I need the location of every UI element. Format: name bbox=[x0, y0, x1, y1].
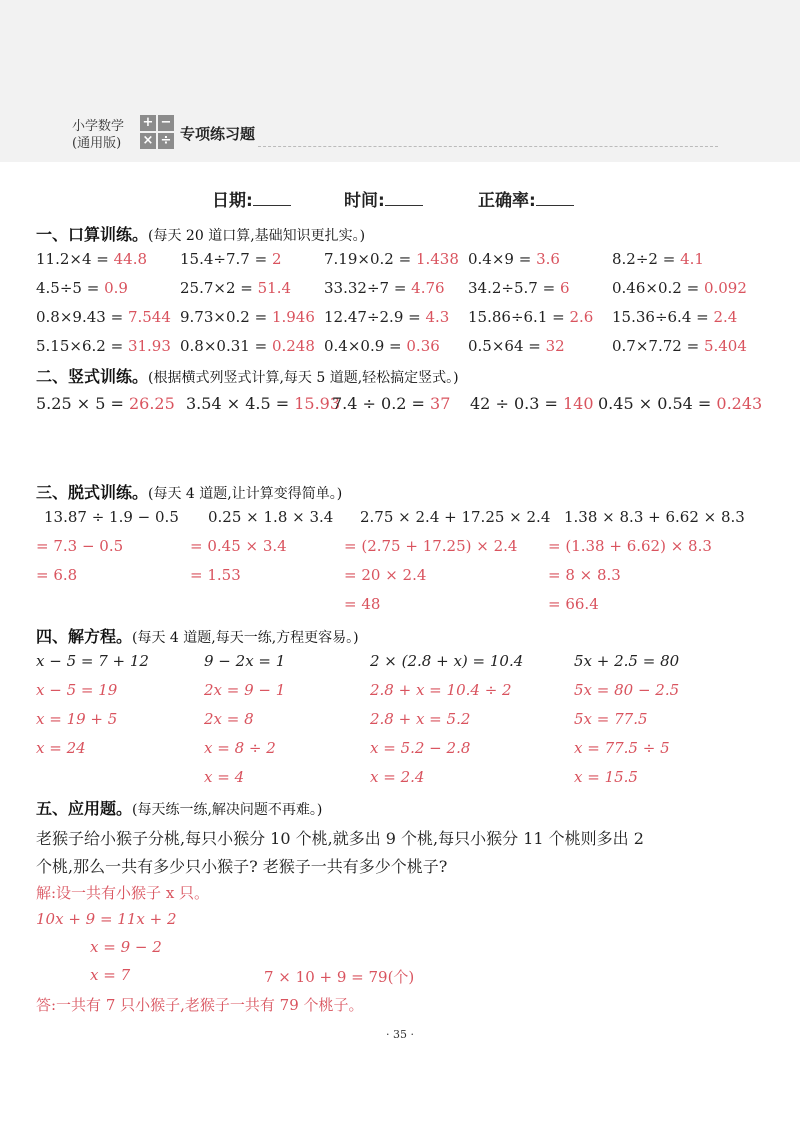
oral-calc-item: 8.2÷2 = 4.1 bbox=[612, 250, 704, 268]
word-problem-line: 个桃,那么一共有多少只小猴子? 老猴子一共有多少个桃子? bbox=[36, 857, 448, 876]
plus-icon: + bbox=[140, 115, 156, 131]
equation-step: x − 5 = 19 bbox=[36, 681, 118, 699]
stepwise-step: = 66.4 bbox=[548, 595, 599, 613]
answer: 0.248 bbox=[271, 337, 315, 355]
answer: 7.544 bbox=[127, 308, 171, 326]
equation-step: 5x = 77.5 bbox=[574, 710, 648, 728]
section-5-heading bbox=[36, 796, 322, 819]
stepwise-problem: 1.38 × 8.3 + 6.62 × 8.3 bbox=[564, 508, 745, 526]
section-2-note: (根据横式列竖式计算,每天 5 道题,轻松搞定竖式。) bbox=[148, 370, 459, 386]
solution-setup: 解:设一共有小猴子 x 只。 bbox=[36, 884, 210, 902]
oral-calc-item: 0.46×0.2 = 0.092 bbox=[612, 279, 747, 297]
oral-calc-item: 7.19×0.2 = 1.438 bbox=[324, 250, 459, 268]
section-1-note: (每天 20 道口算,基础知识更扎实。) bbox=[148, 228, 366, 244]
answer: 6 bbox=[559, 279, 570, 297]
equation-step: x = 19 + 5 bbox=[36, 710, 118, 728]
vertical-item: 7.4 ÷ 0.2 = 37 bbox=[332, 394, 451, 413]
equation-step: 5x = 80 − 2.5 bbox=[574, 681, 680, 699]
answer: 5.404 bbox=[703, 337, 747, 355]
answer: 51.4 bbox=[257, 279, 292, 297]
date-field bbox=[212, 186, 291, 211]
time-blank bbox=[385, 191, 423, 206]
operator-icons bbox=[140, 115, 174, 149]
equation-step: 2.8 + x = 5.2 bbox=[370, 710, 471, 728]
equation-step: x = 24 bbox=[36, 739, 86, 757]
section-1-heading bbox=[36, 222, 365, 245]
vertical-item: 5.25 × 5 = 26.25 bbox=[36, 394, 175, 413]
answer: 2.4 bbox=[713, 308, 738, 326]
stepwise-step: = 1.53 bbox=[190, 566, 241, 584]
answer: 0.092 bbox=[703, 279, 747, 297]
stepwise-step: = (2.75 + 17.25) × 2.4 bbox=[344, 537, 518, 555]
stepwise-problem: 0.25 × 1.8 × 3.4 bbox=[208, 508, 334, 526]
oral-calc-item: 25.7×2 = 51.4 bbox=[180, 279, 292, 297]
section-2-heading bbox=[36, 364, 459, 387]
oral-calc-item: 0.5×64 = 32 bbox=[468, 337, 565, 355]
stepwise-step: = 48 bbox=[344, 595, 381, 613]
book-title: 小学数学 bbox=[72, 119, 125, 134]
word-problem-line: 老猴子给小猴子分桃,每只小猴分 10 个桃,就多出 9 个桃,每只小猴分 11 个桃则多出 2 bbox=[36, 829, 644, 848]
answer: 2 bbox=[271, 250, 282, 268]
time-label: 时间: bbox=[344, 191, 385, 211]
equation: 9 − 2x = 1 bbox=[204, 652, 286, 670]
accuracy-label: 正确率: bbox=[478, 191, 536, 211]
answer: 3.6 bbox=[536, 250, 560, 268]
oral-calc-item: 5.15×6.2 = 31.93 bbox=[36, 337, 171, 355]
oral-calc-item: 4.5÷5 = 0.9 bbox=[36, 279, 128, 297]
answer: 1.946 bbox=[271, 308, 315, 326]
page-title: 专项练习题 bbox=[180, 125, 256, 143]
stepwise-step: = 8 × 8.3 bbox=[548, 566, 621, 584]
section-3-note: (每天 4 道题,让计算变得简单。) bbox=[148, 486, 343, 502]
equation-step: x = 2.4 bbox=[370, 768, 425, 786]
answer: 32 bbox=[545, 337, 565, 355]
solution-answer: 答:一共有 7 只小猴子,老猴子一共有 79 个桃子。 bbox=[36, 996, 364, 1014]
equation-step: 2x = 9 − 1 bbox=[204, 681, 286, 699]
vertical-item: 42 ÷ 0.3 = 140 bbox=[470, 394, 594, 413]
stepwise-step: = 0.45 × 3.4 bbox=[190, 537, 287, 555]
equation-step: x = 77.5 ÷ 5 bbox=[574, 739, 670, 757]
answer: 4.3 bbox=[425, 308, 450, 326]
solution-step: x = 7 bbox=[90, 966, 131, 984]
answer: 4.76 bbox=[411, 279, 445, 297]
accuracy-blank bbox=[536, 191, 574, 206]
stepwise-step: = 20 × 2.4 bbox=[344, 566, 427, 584]
answer: 0.36 bbox=[406, 337, 440, 355]
equation-step: x = 4 bbox=[204, 768, 245, 786]
answer: 44.8 bbox=[113, 250, 148, 268]
section-3-heading bbox=[36, 480, 342, 503]
stepwise-step: = 6.8 bbox=[36, 566, 78, 584]
stepwise-problem: 2.75 × 2.4 + 17.25 × 2.4 bbox=[360, 508, 551, 526]
section-2-title: 二、竖式训练。 bbox=[36, 367, 149, 386]
solution-equation: 10x + 9 = 11x + 2 bbox=[36, 910, 177, 928]
oral-calc-item: 15.4÷7.7 = 2 bbox=[180, 250, 282, 268]
oral-calc-item: 11.2×4 = 44.8 bbox=[36, 250, 148, 268]
section-3-title: 三、脱式训练。 bbox=[36, 483, 149, 502]
answer: 0.9 bbox=[104, 279, 128, 297]
stepwise-problem: 13.87 ÷ 1.9 − 0.5 bbox=[44, 508, 179, 526]
page-number: · 35 · bbox=[386, 1028, 414, 1041]
section-4-title: 四、解方程。 bbox=[36, 627, 133, 646]
oral-calc-item: 34.2÷5.7 = 6 bbox=[468, 279, 570, 297]
book-label bbox=[72, 118, 124, 152]
oral-calc-item: 15.36÷6.4 = 2.4 bbox=[612, 308, 738, 326]
oral-calc-item: 12.47÷2.9 = 4.3 bbox=[324, 308, 450, 326]
stepwise-step: = 7.3 − 0.5 bbox=[36, 537, 124, 555]
equation-step: x = 5.2 − 2.8 bbox=[370, 739, 471, 757]
equation-step: x = 15.5 bbox=[574, 768, 638, 786]
times-icon: × bbox=[140, 133, 156, 149]
minus-icon: − bbox=[158, 115, 174, 131]
section-4-heading bbox=[36, 624, 359, 647]
vertical-item: 0.45 × 0.54 = 0.243 bbox=[598, 394, 763, 413]
solution-calc: 7 × 10 + 9 = 79(个) bbox=[264, 968, 415, 986]
section-4-note: (每天 4 道题,每天一练,方程更容易。) bbox=[132, 630, 359, 646]
answer: 4.1 bbox=[680, 250, 704, 268]
equation-step: 2x = 8 bbox=[204, 710, 254, 728]
divide-icon: ÷ bbox=[158, 133, 174, 149]
solution-step: x = 9 − 2 bbox=[90, 938, 162, 956]
section-1-title: 一、口算训练。 bbox=[36, 225, 149, 244]
oral-calc-item: 9.73×0.2 = 1.946 bbox=[180, 308, 315, 326]
book-edition: (通用版) bbox=[72, 136, 122, 151]
date-blank bbox=[253, 191, 291, 206]
section-5-note: (每天练一练,解决问题不再难。) bbox=[132, 802, 323, 818]
time-field bbox=[344, 186, 423, 211]
oral-calc-item: 0.7×7.72 = 5.404 bbox=[612, 337, 747, 355]
equation: x − 5 = 7 + 12 bbox=[36, 652, 149, 670]
oral-calc-item: 0.4×0.9 = 0.36 bbox=[324, 337, 440, 355]
date-label: 日期: bbox=[212, 191, 253, 211]
equation: 5x + 2.5 = 80 bbox=[574, 652, 680, 670]
oral-calc-item: 0.4×9 = 3.6 bbox=[468, 250, 560, 268]
oral-calc-item: 0.8×9.43 = 7.544 bbox=[36, 308, 171, 326]
oral-calc-item: 15.86÷6.1 = 2.6 bbox=[468, 308, 594, 326]
answer: 31.93 bbox=[127, 337, 171, 355]
answer: 1.438 bbox=[415, 250, 459, 268]
accuracy-field bbox=[478, 186, 574, 211]
equation-step: x = 8 ÷ 2 bbox=[204, 739, 276, 757]
stepwise-step: = (1.38 + 6.62) × 8.3 bbox=[548, 537, 712, 555]
header-divider bbox=[258, 146, 718, 147]
equation-step: 2.8 + x = 10.4 ÷ 2 bbox=[370, 681, 512, 699]
oral-calc-item: 33.32÷7 = 4.76 bbox=[324, 279, 445, 297]
oral-calc-item: 0.8×0.31 = 0.248 bbox=[180, 337, 315, 355]
section-5-title: 五、应用题。 bbox=[36, 799, 133, 818]
vertical-item: 3.54 × 4.5 = 15.93 bbox=[186, 394, 341, 413]
equation: 2 × (2.8 + x) = 10.4 bbox=[370, 652, 524, 670]
answer: 2.6 bbox=[569, 308, 594, 326]
